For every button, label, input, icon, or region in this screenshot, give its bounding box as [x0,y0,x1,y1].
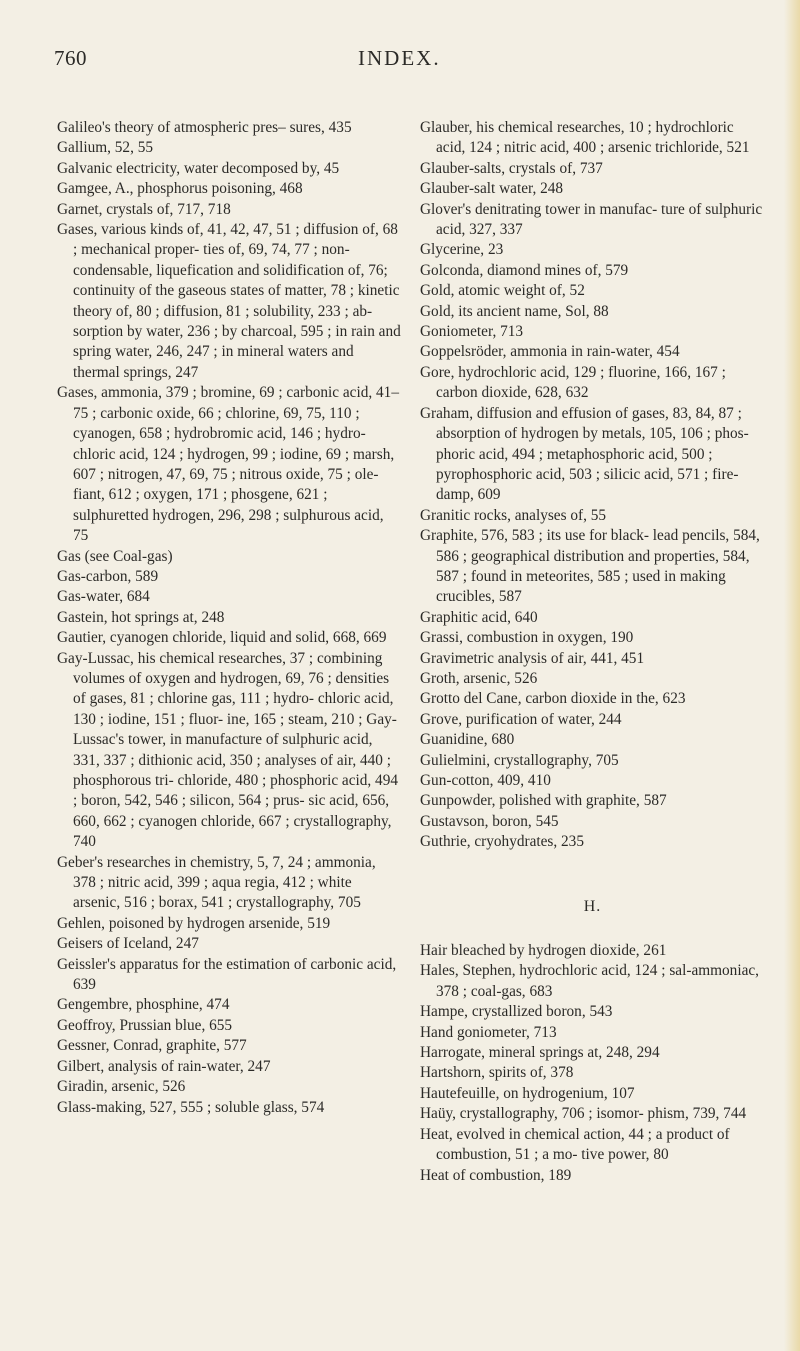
index-entry: Gehlen, poisoned by hydrogen arsenide, 519 [57,914,331,932]
index-entry: Geber's researches in chemistry, 5, 7, 24 ; ammonia, 378 ; nitric acid, 399 ; aqua regia, 412 ; white arsenic, 516 ; borax, 541 ; crystallography, 705 [57,853,376,912]
page-header [0,46,800,76]
index-entry: Gases, ammonia, 379 ; bromine, 69 ; carbonic acid, 41–75 ; carbonic oxide, 66 ; chlorine, 69, 75, 110 ; cyanogen, 658 ; hydrobromic acid, 146 ; hydro- chloric acid, 124 ; hydrogen, 99 ; iodine, 69 ; marsh, 607 ; nitrogen, 47, 69, 75 ; nitrous oxide, 75 ; ole- fiant, 612 ; oxygen, 171 ; phosgene, 621 ; sulphuretted hydrogen, 296, 298 ; sulphurous acid, 75 [57,384,399,545]
index-entry: Heat, evolved in chemical action, 44 ; a product of combustion, 51 ; a mo- tive power, 80 [420,1125,730,1164]
index-entry: Granitic rocks, analyses of, 55 [420,506,607,524]
index-entry: Goniometer, 713 [420,323,524,341]
index-entry: Gore, hydrochloric acid, 129 ; fluorine, 166, 167 ; carbon dioxide, 628, 632 [420,363,726,402]
index-group-h [420,941,765,1186]
index-entry: Gas-carbon, 589 [57,567,159,585]
index-entry: Gamgee, A., phosphorus poisoning, 468 [57,180,303,198]
index-entry: Galileo's theory of atmospheric pres– sures, 435 [57,119,352,136]
index-entry: Gay-Lussac, his chemical researches, 37 ; combining volumes of oxygen and hydrogen, 69, 76 ; densities of gases, 81 ; chlorine gas, 111 ; hydro- chloric acid, 130 ; iodine, 151 ; fluor- ine, 165 ; steam, 210 ; Gay-Lussac's tower, in manufacture of sulphuric acid, 331, 337 ; dithionic acid, 350 ; analyses of air, 440 ; phosphorous tri- chloride, 480 ; phosphoric acid, 494 ; boron, 542, 546 ; silicon, 564 ; prus- sic acid, 656, 660, 662 ; cyanogen chloride, 667 ; crystallography, 740 [57,649,399,851]
index-entry: Gallium, 52, 55 [57,139,154,157]
index-entry: Heat of combustion, 189 [420,1166,572,1184]
index-entry: Hair bleached by hydrogen dioxide, 261 [420,942,667,960]
index-entry: Gilbert, analysis of rain-water, 247 [57,1057,271,1075]
index-entry: Glycerine, 23 [420,241,504,259]
page-number: 760 [54,46,87,70]
index-entry: Grotto del Cane, carbon dioxide in the, 623 [420,690,686,708]
index-entry: Gunpowder, polished with graphite, 587 [420,792,667,810]
index-entry: Gengembre, phosphine, 474 [57,996,230,1014]
index-entry: Hautefeuille, on hydrogenium, 107 [420,1084,635,1102]
index-entry: Garnet, crystals of, 717, 718 [57,200,231,218]
index-entry: Gold, atomic weight of, 52 [420,282,585,300]
index-entry: Gas-water, 684 [57,588,150,606]
index-entry: Gravimetric analysis of air, 441, 451 [420,649,645,667]
index-entry: Goppelsröder, ammonia in rain-water, 454 [420,343,680,361]
index-entry: Geoffroy, Prussian blue, 655 [57,1016,233,1034]
index-entry: Geisers of Iceland, 247 [57,935,199,953]
index-entry: Galvanic electricity, water decomposed by, 45 [57,159,340,177]
index-entry: Giradin, arsenic, 526 [57,1078,186,1096]
index-entry: Groth, arsenic, 526 [420,669,538,687]
index-entry: Gun-cotton, 409, 410 [420,772,551,789]
index-entry: Gessner, Conrad, graphite, 577 [57,1037,247,1055]
index-entry: Glover's denitrating tower in manufac- ture of sulphuric acid, 327, 337 [420,200,763,239]
index-entry: Harrogate, mineral springs at, 248, 294 [420,1044,660,1062]
index-entry: Glass-making, 527, 555 ; soluble glass, 574 [57,1098,325,1116]
index-entry: Gastein, hot springs at, 248 [57,608,225,626]
index-entry: Gulielmini, crystallography, 705 [420,751,619,769]
index-entry: Grove, purification of water, 244 [420,710,622,728]
index-column-left [57,118,402,1118]
index-entry: Hand goniometer, 713 [420,1023,557,1041]
index-entry: Grassi, combustion in oxygen, 190 [420,629,634,647]
index-entry: Graham, diffusion and effusion of gases, 83, 84, 87 ; absorption of hydrogen by metals, 105, 106 ; phos- phoric acid, 494 ; metaphosphoric acid, 500 ; pyrophosphoric acid, 503 ; silicic acid, 571 ; fire-damp, 609 [420,404,749,504]
running-head: INDEX. [358,46,441,70]
index-entry: Hales, Stephen, hydrochloric acid, 124 ; sal-ammoniac, 378 ; coal-gas, 683 [420,962,759,1000]
index-entry: Glauber, his chemical researches, 10 ; hydrochloric acid, 124 ; nitric acid, 400 ; arsenic trichloride, 521 [420,119,750,157]
section-heading-h: H. [583,897,602,915]
index-entry: Gas (see Coal-gas) [57,547,173,565]
index-entry: Geissler's apparatus for the estimation of carbonic acid, 639 [57,955,397,994]
index-entry: Hartshorn, spirits of, 378 [420,1064,574,1082]
index-group-g [420,118,765,853]
index-entry: Graphitic acid, 640 [420,608,538,626]
index-entry: Guanidine, 680 [420,731,515,749]
page-edge [784,0,800,1351]
index-entry: Haüy, crystallography, 706 ; isomor- phism, 739, 744 [420,1105,747,1123]
index-entry: Graphite, 576, 583 ; its use for black- lead pencils, 584, 586 ; geographical distribution and properties, 584, 587 ; found in meteorites, 585 ; used in making crucibles, 587 [420,527,760,606]
index-entry: Golconda, diamond mines of, 579 [420,261,629,279]
index-entry: Gautier, cyanogen chloride, liquid and solid, 668, 669 [57,629,387,647]
index-entry: Glauber-salts, crystals of, 737 [420,159,603,177]
index-entry: Guthrie, cryohydrates, 235 [420,833,584,851]
index-entry: Glauber-salt water, 248 [420,180,564,198]
index-entry: Hampe, crystallized boron, 543 [420,1003,613,1021]
index-entry: Gases, various kinds of, 41, 42, 47, 51 ; diffusion of, 68 ; mechanical proper- ties of, 69, 74, 77 ; non-condensable, liquefication and solidification of, 76; continuity of the gaseous states of matter, 78 ; kinetic theory of, 80 ; diffusion, 81 ; solubility, 233 ; ab- sorption by water, 236 ; by charcoal, 595 ; in rain and spring water, 246, 247 ; in mineral waters and thermal springs, 247 [57,221,401,381]
index-column-right [420,118,765,1186]
index-entry: Gold, its ancient name, Sol, 88 [420,302,609,320]
index-entry: Gustavson, boron, 545 [420,812,559,830]
